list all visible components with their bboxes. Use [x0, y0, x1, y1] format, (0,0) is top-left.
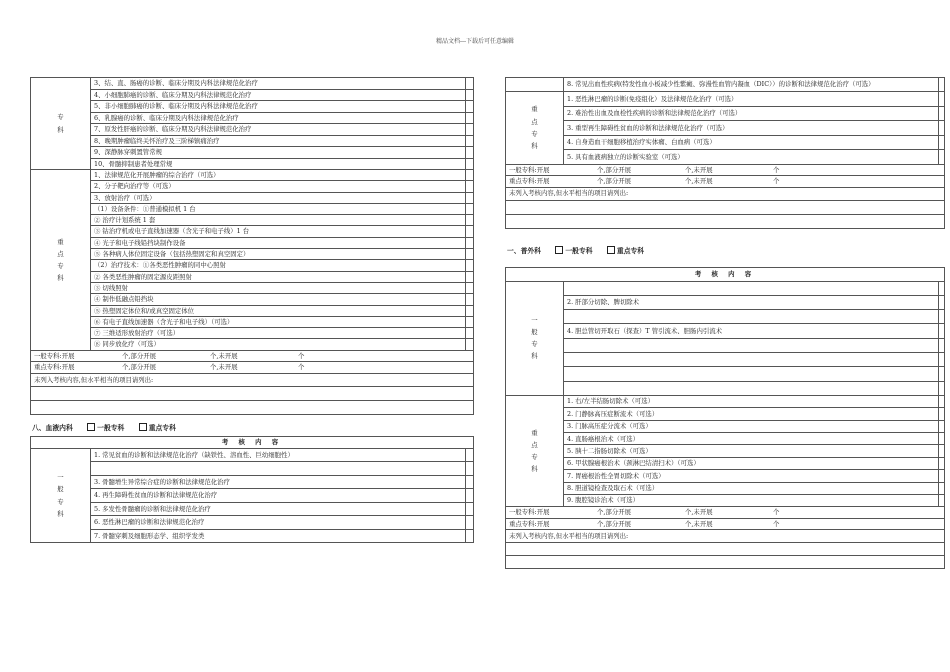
left-hematology-table — [30, 436, 474, 544]
list-item: 7. 胃癌根治性全胃切除术（可选） — [567, 471, 665, 480]
blank-row — [506, 556, 945, 569]
left-section-header — [30, 421, 474, 436]
stat-end: 个 — [773, 519, 780, 528]
table-row — [506, 395, 945, 407]
list-item: 2、分子靶向治疗等（可选） — [94, 182, 175, 191]
table-row — [31, 489, 474, 503]
category-label: 重 点 专 科 — [531, 105, 538, 150]
list-item: 3. 门脉高压症分流术（可选） — [567, 422, 652, 431]
list-item: 3、放射治疗（可选） — [94, 193, 156, 202]
table-row — [506, 324, 945, 338]
right-surgery-table — [505, 267, 945, 570]
table-row — [31, 158, 474, 170]
table-row — [31, 147, 474, 159]
stat-row — [506, 164, 945, 176]
table-row — [31, 192, 474, 203]
not-listed-row — [506, 187, 945, 200]
checkbox-general[interactable] — [87, 423, 95, 431]
not-listed-row — [506, 530, 945, 543]
table-row — [506, 121, 945, 136]
list-item: （1）设备条件：①普通模拟机 1 台 — [94, 204, 196, 213]
stat-end: 个 — [298, 351, 305, 360]
table-row — [506, 78, 945, 92]
content-header: 考 核 内 容 — [694, 269, 756, 278]
table-row — [506, 92, 945, 107]
stat-partial: 个,部分开展 — [597, 519, 631, 528]
table-row — [31, 249, 474, 260]
right-section-title: 一、普外科 — [507, 246, 541, 255]
table-row — [31, 135, 474, 147]
content-header: 考 核 内 容 — [221, 438, 283, 447]
list-item: 8. 胆道镜检查及取石术（可选） — [567, 484, 659, 493]
table-row — [506, 433, 945, 445]
table-row — [506, 338, 945, 352]
table-row — [31, 170, 474, 181]
right-panel — [505, 77, 945, 569]
list-item: 5、非小细胞肺癌的诊断、临床分期及内科法律规范化治疗 — [94, 102, 258, 111]
left-opt-key: 重点专科 — [148, 423, 176, 432]
table-row — [31, 215, 474, 226]
blank-row — [506, 543, 945, 556]
table-row — [31, 502, 474, 516]
list-item: 1、法律规范化开展肿瘤的综合治疗（可选） — [94, 170, 220, 179]
category-label: 重 点 专 科 — [531, 428, 538, 474]
not-listed-row-text: 未列入考核内容,但水平相当的项目请列出: — [509, 532, 629, 541]
table-row — [31, 305, 474, 316]
table-row — [31, 339, 474, 350]
table-row — [31, 203, 474, 214]
checkbox-key-2[interactable] — [607, 246, 615, 254]
stat-label: 重点专科:开展 — [509, 519, 550, 528]
list-item: 3. 骨髓增生异常综合症的诊断和法律规范化治疗 — [94, 477, 230, 486]
list-item: 7、原发性肝癌的诊断、临床分期及内科法律规范化治疗 — [94, 125, 252, 134]
list-item: 9. 腹腔镜诊治术（可选） — [567, 496, 640, 505]
stat-none: 个,未开展 — [210, 363, 238, 372]
stat-row — [506, 176, 945, 188]
stat-label: 一般专科:开展 — [509, 165, 550, 174]
table-row — [31, 226, 474, 237]
content-header-row — [506, 267, 945, 281]
list-item: ② 治疗计划系统 1 套 — [94, 216, 156, 225]
table-row — [31, 462, 474, 476]
right-section-header — [505, 244, 945, 259]
list-item: 4. 自身造血干细胞移植治疗实体瘤、白血病（可选） — [567, 138, 716, 147]
table-row — [31, 101, 474, 113]
list-item: 8. 常见出血性疾病(特发性血小板减少性紫癜、弥漫性血管内凝血（DIC））的诊断和法律规范化治疗（可选） — [567, 80, 875, 89]
list-item: 5. 具有血液病独立的诊断实验室（可选） — [567, 152, 684, 161]
table-row — [31, 316, 474, 327]
stat-partial: 个,部分开展 — [597, 508, 631, 517]
stat-row — [31, 350, 474, 362]
stat-none: 个,未开展 — [685, 508, 713, 517]
left-panel — [30, 77, 474, 543]
stat-end: 个 — [773, 508, 780, 517]
stat-none: 个,未开展 — [685, 519, 713, 528]
list-item: ③ 切线照射 — [94, 283, 128, 292]
table-row — [506, 482, 945, 494]
right-opt-general: 一般专科 — [565, 246, 593, 255]
list-item: 1. 右/左半结肠切除术（可选） — [567, 397, 654, 406]
table-row — [506, 281, 945, 295]
category-label: 一 般 专 科 — [57, 473, 64, 518]
table-row — [31, 294, 474, 305]
list-item: 5. 胰十二指肠切除术（可选） — [567, 446, 652, 455]
table-row — [31, 124, 474, 136]
stat-label: 重点专科:开展 — [34, 363, 75, 372]
list-item: 10、骨髓抑制患者处理常规 — [94, 159, 173, 168]
stat-none: 个,未开展 — [685, 177, 713, 186]
table-row — [506, 150, 945, 165]
list-item: 8、晚期肿瘤临终关怀治疗及三阶梯镇痛治疗 — [94, 136, 220, 145]
table-row — [31, 328, 474, 339]
list-item: ⑦ 三维适形放射治疗（可选） — [94, 329, 180, 338]
table-row — [506, 408, 945, 420]
list-item: 2. 门静脉高压症断流术（可选） — [567, 409, 659, 418]
content-header-row — [31, 436, 474, 448]
list-item: ② 各类恶性肿瘤的固定源皮距照射 — [94, 272, 192, 281]
list-item: 9、深静脉穿刺置管常规 — [94, 148, 162, 157]
stat-end: 个 — [773, 165, 780, 174]
stat-row — [506, 518, 945, 530]
table-row — [31, 112, 474, 124]
checkbox-general-2[interactable] — [555, 246, 563, 254]
stat-label: 重点专科:开展 — [509, 177, 550, 186]
list-item: 3、结、直、肠癌的诊断、临床分期及内科法律规范化治疗 — [94, 79, 258, 88]
stat-partial: 个,部分开展 — [597, 177, 631, 186]
checkbox-key[interactable] — [139, 423, 147, 431]
list-item: （2）治疗技术：①各类恶性肿瘤的同中心照射 — [94, 261, 226, 270]
blank-row — [31, 400, 474, 414]
table-row — [31, 529, 474, 543]
table-row — [506, 445, 945, 457]
stat-partial: 个,部分开展 — [122, 351, 156, 360]
table-row — [506, 135, 945, 150]
table-row — [506, 420, 945, 432]
stat-partial: 个,部分开展 — [122, 363, 156, 372]
table-row — [31, 282, 474, 293]
header-note: 精品文档---下载后可任意编辑 — [435, 38, 515, 45]
list-item: 3. 重型再生障碍性贫血的诊断和法律规范化治疗（可选） — [567, 123, 729, 132]
table-row — [31, 448, 474, 462]
table-row — [31, 475, 474, 489]
table-row — [506, 367, 945, 381]
table-row — [31, 181, 474, 192]
right-opt-key: 重点专科 — [616, 246, 645, 255]
stat-none: 个,未开展 — [685, 165, 713, 174]
list-item: ③ 钴治疗机或电子直线加速器（含光子和电子线）1 台 — [94, 227, 250, 236]
table-row — [31, 516, 474, 530]
list-item: 7. 骨髓穿刺及细胞形态学、组织学发类 — [94, 531, 205, 540]
list-item: 2. 难治性出血及血栓性疾病的诊断和法律规范化治疗（可选） — [567, 109, 742, 118]
left-section-title: 八、血液内科 — [32, 423, 73, 432]
table-row — [31, 271, 474, 282]
list-item: 6. 恶性淋巴瘤的诊断和法律规范化治疗 — [94, 518, 205, 527]
category-label: 一 般 专 科 — [531, 315, 538, 361]
stat-label: 一般专科:开展 — [509, 508, 550, 517]
list-item: 4. 直肠癌根治术（可选） — [567, 434, 640, 443]
table-row — [506, 470, 945, 482]
list-item: ④ 光子和电子线铅挡块制作设备 — [94, 238, 186, 247]
stat-row — [31, 362, 474, 374]
left-top-table — [30, 77, 474, 415]
table-row — [31, 237, 474, 248]
stat-none: 个,未开展 — [210, 351, 238, 360]
list-item: ⑤ 热塑固定体位和/或真空固定体位 — [94, 306, 195, 315]
left-opt-general: 一般专科 — [97, 423, 125, 432]
list-item: 4、小细胞肺癌的诊断、临床分期及内科法律规范化治疗 — [94, 90, 252, 99]
table-row — [506, 352, 945, 366]
table-row — [506, 495, 945, 507]
table-row — [506, 457, 945, 469]
not-listed-row — [31, 373, 474, 386]
list-item: 1. 常见贫血的诊断和法律规范化治疗（缺铁性、溶血性、巨幼细胞性） — [94, 450, 294, 459]
blank-row — [506, 200, 945, 214]
table-row — [506, 106, 945, 121]
list-item: 4. 胆总管切开取石（探查）T 管引流术、胆肠内引流术 — [567, 326, 723, 335]
list-item: ⑥ 有电子直线加速器（含光子和电子线）（可选） — [94, 317, 234, 326]
table-row — [31, 78, 474, 90]
not-listed-row-text: 未列入考核内容,但水平相当的项目请列出: — [509, 189, 629, 198]
blank-row — [506, 214, 945, 228]
list-item: ⑤ 各种病人体位固定设备（包括热塑固定和真空固定） — [94, 250, 250, 259]
not-listed-row-text: 未列入考核内容,但水平相当的项目请列出: — [34, 375, 154, 384]
table-row — [31, 89, 474, 101]
list-item: 1. 恶性淋巴瘤的诊断(免疫组化）及法律规范化治疗（可选） — [567, 94, 738, 103]
stat-label: 一般专科:开展 — [34, 351, 75, 360]
right-top-table — [505, 77, 945, 229]
stat-row — [506, 507, 945, 519]
category-label: 专 科 — [57, 113, 64, 134]
list-item: ⑧ 同步放化疗（可选） — [94, 340, 160, 349]
list-item: 4. 再生障碍性贫血的诊断和法律规范化治疗 — [94, 491, 218, 500]
table-row — [506, 295, 945, 309]
list-item: 6、乳腺癌的诊断、临床分期及内科法律规范化治疗 — [94, 113, 239, 122]
table-row — [31, 260, 474, 271]
list-item: 6. 甲状腺癌根治术（颈淋巴结清扫术）（可选） — [567, 459, 700, 468]
table-row — [506, 381, 945, 395]
blank-row — [31, 386, 474, 400]
category-label: 重 点 专 科 — [57, 237, 64, 283]
list-item: ④ 制作低融点铅挡块 — [94, 295, 154, 304]
stat-end: 个 — [298, 363, 305, 372]
stat-end: 个 — [773, 177, 780, 186]
stat-partial: 个,部分开展 — [597, 165, 631, 174]
list-item: 2. 肝部分切除、脾切除术 — [567, 298, 640, 307]
list-item: 5. 多发性骨髓瘤的诊断和法律规范化治疗 — [94, 504, 211, 513]
table-row — [506, 310, 945, 324]
